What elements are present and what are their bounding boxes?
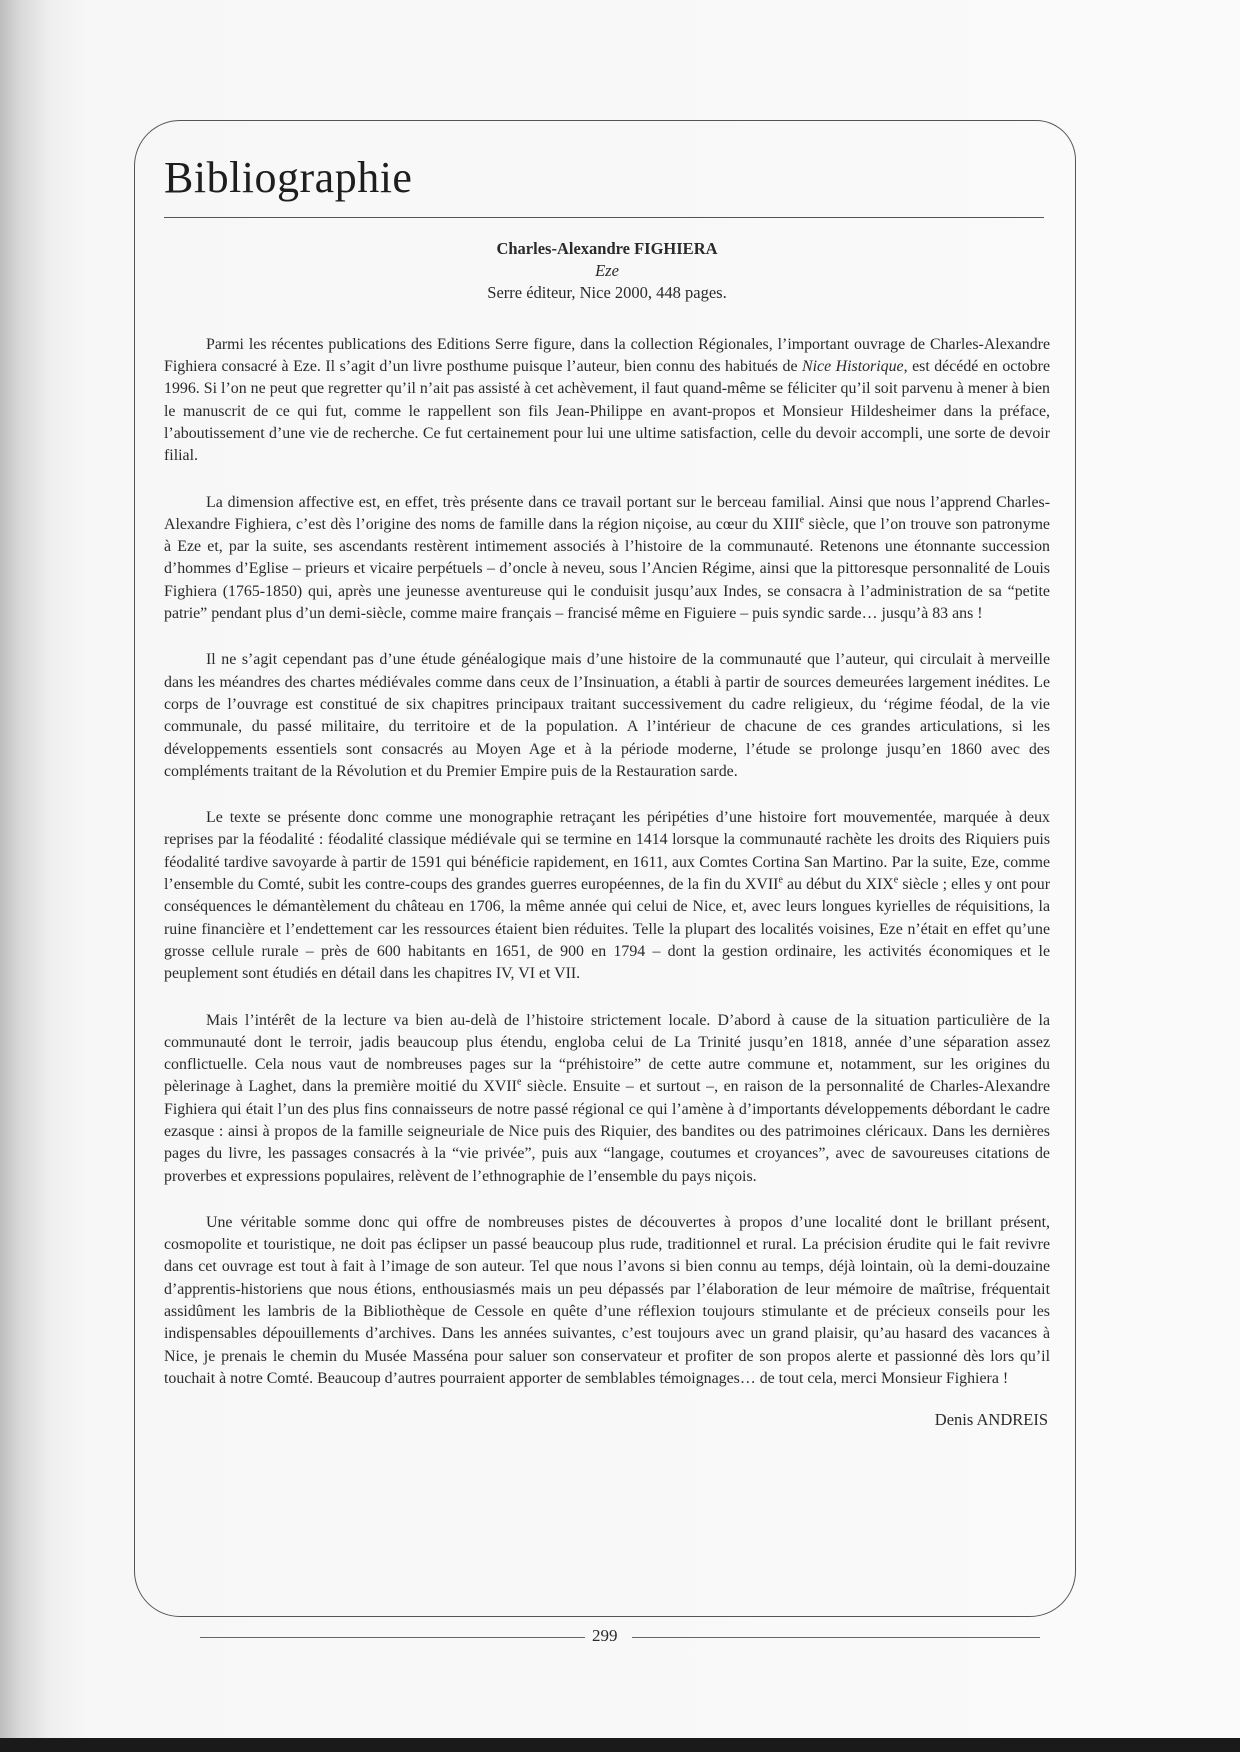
title-divider xyxy=(164,217,1044,218)
review-paragraph-2: La dimension affective est, en effet, très présente dans ce travail portant sur le berceau familial. Ainsi que nous l’apprend Charles-Alexandre Fighiera, c’est dès l’origine des noms de famille dans la région niçoise, au cœur du XIIIe siècle, que l’on trouve son patronyme à Eze et, par la suite, ses ascendants restèrent intimement associés à l’histoire de la communauté. Retenons une étonnante succession d’hommes d’Eglise – prieurs et vicaire perpétuels – d’oncle à neveu, sous l’Ancien Régime, ainsi que la pittoresque personnalité de Louis Fighiera (1765-1850) qui, après une jeunesse aventureuse qui le conduisit jusqu’aux Indes, se consacra à l’administration de sa “petite patrie” pendant plus d’un demi-siècle, comme maire français – francisé même en Figuiere – puis syndic sarde… jusqu’à 83 ans ! xyxy=(164,493,1050,623)
page-number-rule-right xyxy=(632,1637,1040,1638)
book-publisher: Serre éditeur, Nice 2000, 448 pages. xyxy=(487,282,727,302)
review-paragraph-1: Parmi les récentes publications des Editions Serre figure, dans la collection Régionales, l’important ouvrage de Charles-Alexandre Fighiera consacré à Eze. Il s’agit d’un livre posthume puisque l’auteur, bien connu des habitués de Nice Historique, est décédé en octobre 1996. Si l’on ne peut que regretter qu’il n’ait pas assisté à cet achèvement, il faut quand-même se féliciter qu’il soit parvenu à mener à bien le manuscrit de ce qui fut, comme le rappellent son fils Jean-Philippe en avant-propos et Monsieur Hildesheimer dans la préface, l’aboutissement d’une vie de recherche. Ce fut certainement pour lui une ultime satisfaction, celle du devoir accompli, une sorte de devoir filial. xyxy=(164,335,1050,465)
page-number-rule-left xyxy=(200,1637,585,1638)
journal-title: Nice Historique xyxy=(802,358,904,376)
review-paragraph-5: Mais l’intérêt de la lecture va bien au-delà de l’histoire strictement locale. D’abord à cause de la situation particulière de la communauté dont le terroir, jadis beaucoup plus étendu, engloba celui de La Trinité jusqu’en 1818, année d’une séparation assez conflictuelle. Cela nous vaut de nombreuses pages sur la “préhistoire” de cette autre commune et, notamment, sur les origines du pèlerinage à Laghet, dans la première moitié du XVIIe siècle. Ensuite – et surtout –, en raison de la personnalité de Charles-Alexandre Fighiera qui était l’un des plus fins connaisseurs de notre passé régional ce qui l’amène à d’importants développements débordant le cadre ezasque : ainsi à propos de la famille seigneuriale de Nice puis des Riquier, des bandites ou des patrimoines cléricaux. Dans les dernières pages du livre, les passages consacrés à la “vie privée”, puis aux “langage, coutumes et croyances”, avec de savoureuses citations de proverbes et expressions populaires, relèvent de l’ethnographie de l’ensemble du pays niçois. xyxy=(164,1011,1050,1185)
review-paragraph-3: Il ne s’agit cependant pas d’une étude généalogique mais d’une histoire de la communauté que l’auteur, qui circulait à merveille dans les méandres des chartes médiévales comme dans ceux de l’Insinuation, a établi à partir de sources demeurées largement inédites. Le corps de l’ouvrage est constitué de six chapitres principaux traitant successivement du cadre religieux, du ‘régime féodal, de la vie communale, du passé militaire, du territoire et de la population. A l’intérieur de chacune de ces grandes articulations, si les développements essentiels sont consacrés au Moyen Age et à la période moderne, l’étude se prolonge jusqu’en 1860 avec des compléments traitant de la Révolution et du Premier Empire puis de la Restauration sarde. xyxy=(164,651,1050,780)
page-title: Bibliographie xyxy=(164,153,413,202)
review-signature: Denis ANDREIS xyxy=(934,1410,1048,1430)
review-paragraph-6: Une véritable somme donc qui offre de nombreuses pistes de découvertes à propos d’une localité dont le brillant présent, cosmopolite et touristique, ne doit pas éclipser un passé beaucoup plus rude, traditionnel et rural. La précision érudite qui le fait revivre dans cet ouvrage est tout à fait à l’image de son auteur. Tel que nous l’avons si bien connu au temps, déjà lointain, où la demi-douzaine d’apprentis-historiens que nous étions, enthousiasmés mais un peu dépassés par l’élaboration de leur mémoire de maîtrise, fréquentait assidûment les lambris de la Bibliothèque de Cessole en quête d’une réflexion toujours stimulante et de précieux conseils pour les indispensables dépouillements d’archives. Dans les années suivantes, c’est toujours avec un grand plaisir, qu’au hasard des vacances à Nice, je prenais le chemin du Musée Masséna pour saluer son conservateur et profiter de son propos alerte et passionné dès lors qu’il touchait à notre Comté. Beaucoup d’autres pourraient apporter de semblables témoignages… de tout cela, merci Monsieur Fighiera ! xyxy=(164,1213,1050,1387)
book-author: Charles-Alexandre FIGHIERA xyxy=(496,238,718,258)
page-number: 299 xyxy=(592,1626,618,1645)
book-title: Eze xyxy=(595,260,619,280)
review-paragraph-4: Le texte se présente donc comme une monographie retraçant les péripéties d’une histoire fort mouvementée, marquée à deux reprises par la féodalité : féodalité classique médiévale qui se termine en 1414 lorsque la communauté rachète les droits des Riquiers puis féodalité tardive savoyarde à partir de 1591 qui bénéficie rapidement, en 1611, aux Comtes Cortina San Martino. Par la suite, Eze, comme l’ensemble du Comté, subit les contre-coups des grandes guerres européennes, de la fin du XVIIe au début du XIXe siècle ; elles y ont pour conséquences le démantèlement du château en 1706, la même année qui celui de Nice, et, avec leurs longues kyrielles de réquisitions, la ruine financière et l’endettement car les ressources étaient bien réduites. Telle la plupart des localités voisines, Eze n’était en effet qu’une grosse cellule rurale – près de 600 habitants en 1651, de 900 en 1794 – dont la gestion ordinaire, les activités économiques et le peuplement sont étudiés en détail dans les chapitres IV, VI et VII. xyxy=(164,809,1050,983)
review-body xyxy=(164,334,1050,1390)
scan-bottom-edge xyxy=(0,1738,1240,1752)
page-content xyxy=(164,140,1050,1430)
book-reference xyxy=(164,238,1050,304)
